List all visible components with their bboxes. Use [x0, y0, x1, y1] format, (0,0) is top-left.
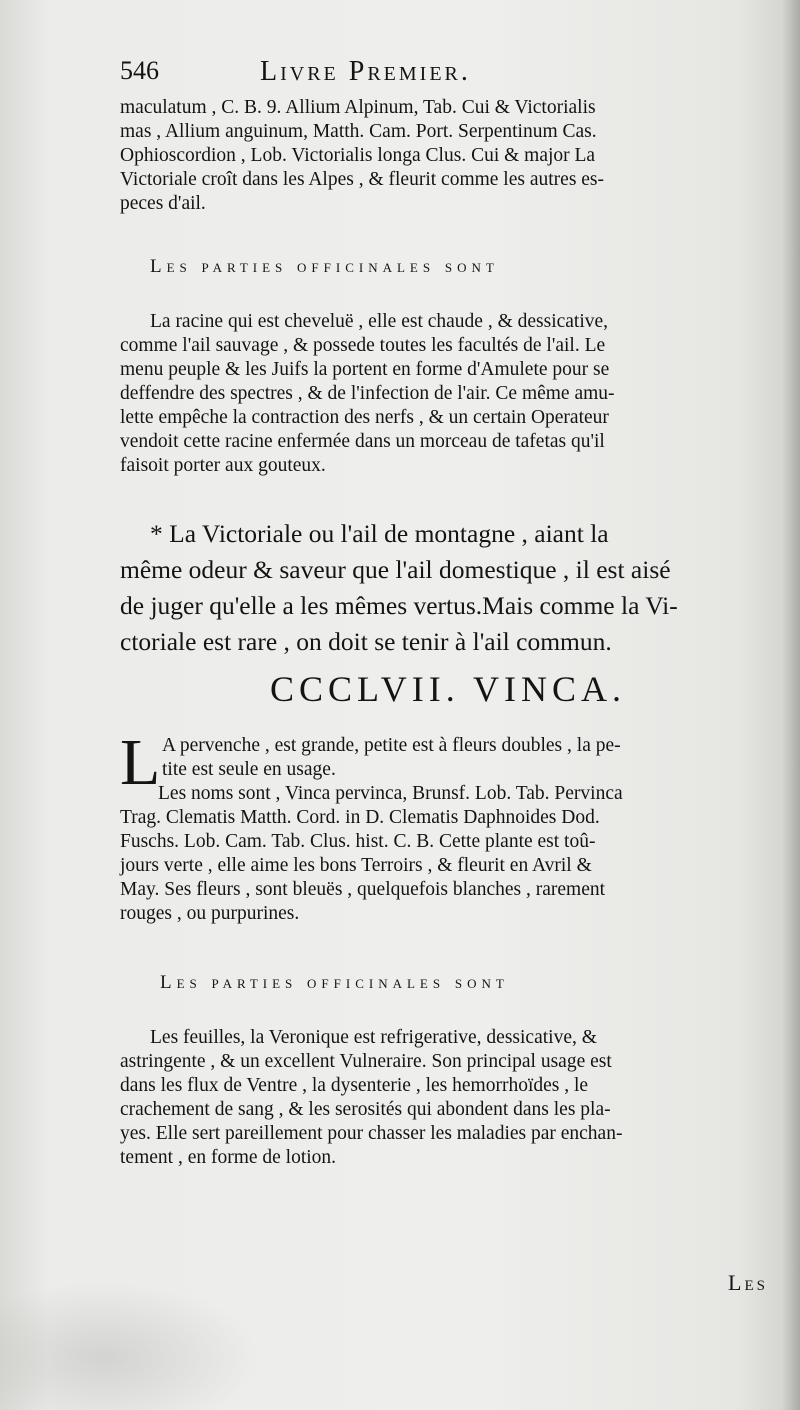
text-line: vendoit cette racine enfermée dans un morceau de tafetas qu'il [120, 431, 605, 452]
section-heading: Les parties officinales sont [160, 972, 509, 993]
text-line: La racine qui est cheveluë , elle est chaude , & dessicative, [150, 311, 609, 332]
text-line: maculatum , C. B. 9. Allium Alpinum, Tab. Cui & Victorialis [120, 97, 596, 118]
text-line: lette empêche la contraction des nerfs , & un certain Operateur [120, 407, 609, 428]
text-line: menu peuple & les Juifs la portent en forme d'Amulete pour se [120, 359, 610, 380]
drop-cap: L [120, 726, 161, 799]
text-line: faisoit porter aux gouteux. [120, 455, 326, 476]
text-line: Trag. Clematis Matth. Cord. in D. Clematis Daphnoides Dod. [120, 807, 600, 828]
text-line: Les feuilles, la Veronique est refrigerative, dessicative, & [150, 1027, 597, 1048]
text-line: crachement de sang , & les serosités qui abondent dans les pla- [120, 1099, 611, 1120]
text-line: May. Ses fleurs , sont bleuës , quelquefois blanches , rarement [120, 879, 606, 900]
page-edge-shadow [782, 0, 800, 1410]
text-line: Ophioscordion , Lob. Victorialis longa Clus. Cui & major La [120, 145, 596, 166]
text-line: dans les flux de Ventre , la dysenterie , les hemorrhoïdes , le [120, 1075, 589, 1096]
running-title: Livre Premier. [260, 56, 471, 87]
text-line: Victoriale croît dans les Alpes , & fleurit comme les autres es- [120, 169, 605, 190]
page-header [120, 56, 760, 96]
text-line: * La Victoriale ou l'ail de montagne , aiant la [150, 519, 609, 548]
section-heading: Les parties officinales sont [150, 256, 499, 277]
text-line: tite est seule en usage. [162, 759, 336, 780]
text-line: yes. Elle sert pareillement pour chasser les maladies par enchan- [120, 1123, 623, 1144]
text-line: jours verte , elle aime les bons Terroirs , & fleurit en Avril & [120, 855, 592, 876]
text-line: A pervenche , est grande, petite est à fleurs doubles , la pe- [162, 735, 621, 756]
text-line: tement , en forme de lotion. [120, 1147, 337, 1168]
page-number: 546 [120, 56, 159, 85]
chapter-title: CCCLVII. VINCA. [270, 669, 627, 709]
text-line: ctoriale est rare , on doit se tenir à l'ail commun. [120, 627, 612, 656]
text-line: astringente , & un excellent Vulneraire. Son principal usage est [120, 1051, 612, 1072]
text-line: rouges , ou purpurines. [120, 903, 300, 924]
text-line: comme l'ail sauvage , & possede toutes les facultés de l'ail. Le [120, 335, 606, 356]
text-line: mas , Allium anguinum, Matth. Cam. Port. Serpentinum Cas. [120, 121, 597, 142]
top-paragraph [120, 96, 762, 216]
text-line: Fuschs. Lob. Cam. Tab. Clus. hist. C. B. Cette plante est toû- [120, 831, 596, 852]
text-line: peces d'ail. [120, 193, 206, 214]
catchword: Les [728, 1270, 768, 1295]
text-line: Les noms sont , Vinca pervinca, Brunsf. Lob. Tab. Pervinca [158, 783, 623, 804]
text-line: de juger qu'elle a les mêmes vertus.Mais comme la Vi- [120, 591, 678, 620]
text-line: même odeur & saveur que l'ail domestique , il est aisé [120, 555, 671, 584]
paper-stain [0, 1280, 260, 1410]
leaves-paragraph [120, 1026, 762, 1170]
root-paragraph [120, 310, 762, 478]
text-line: deffendre des spectres , & de l'infection de l'air. Ce même amu- [120, 383, 615, 404]
victoriale-note [120, 516, 762, 660]
vinca-paragraph [120, 726, 762, 926]
